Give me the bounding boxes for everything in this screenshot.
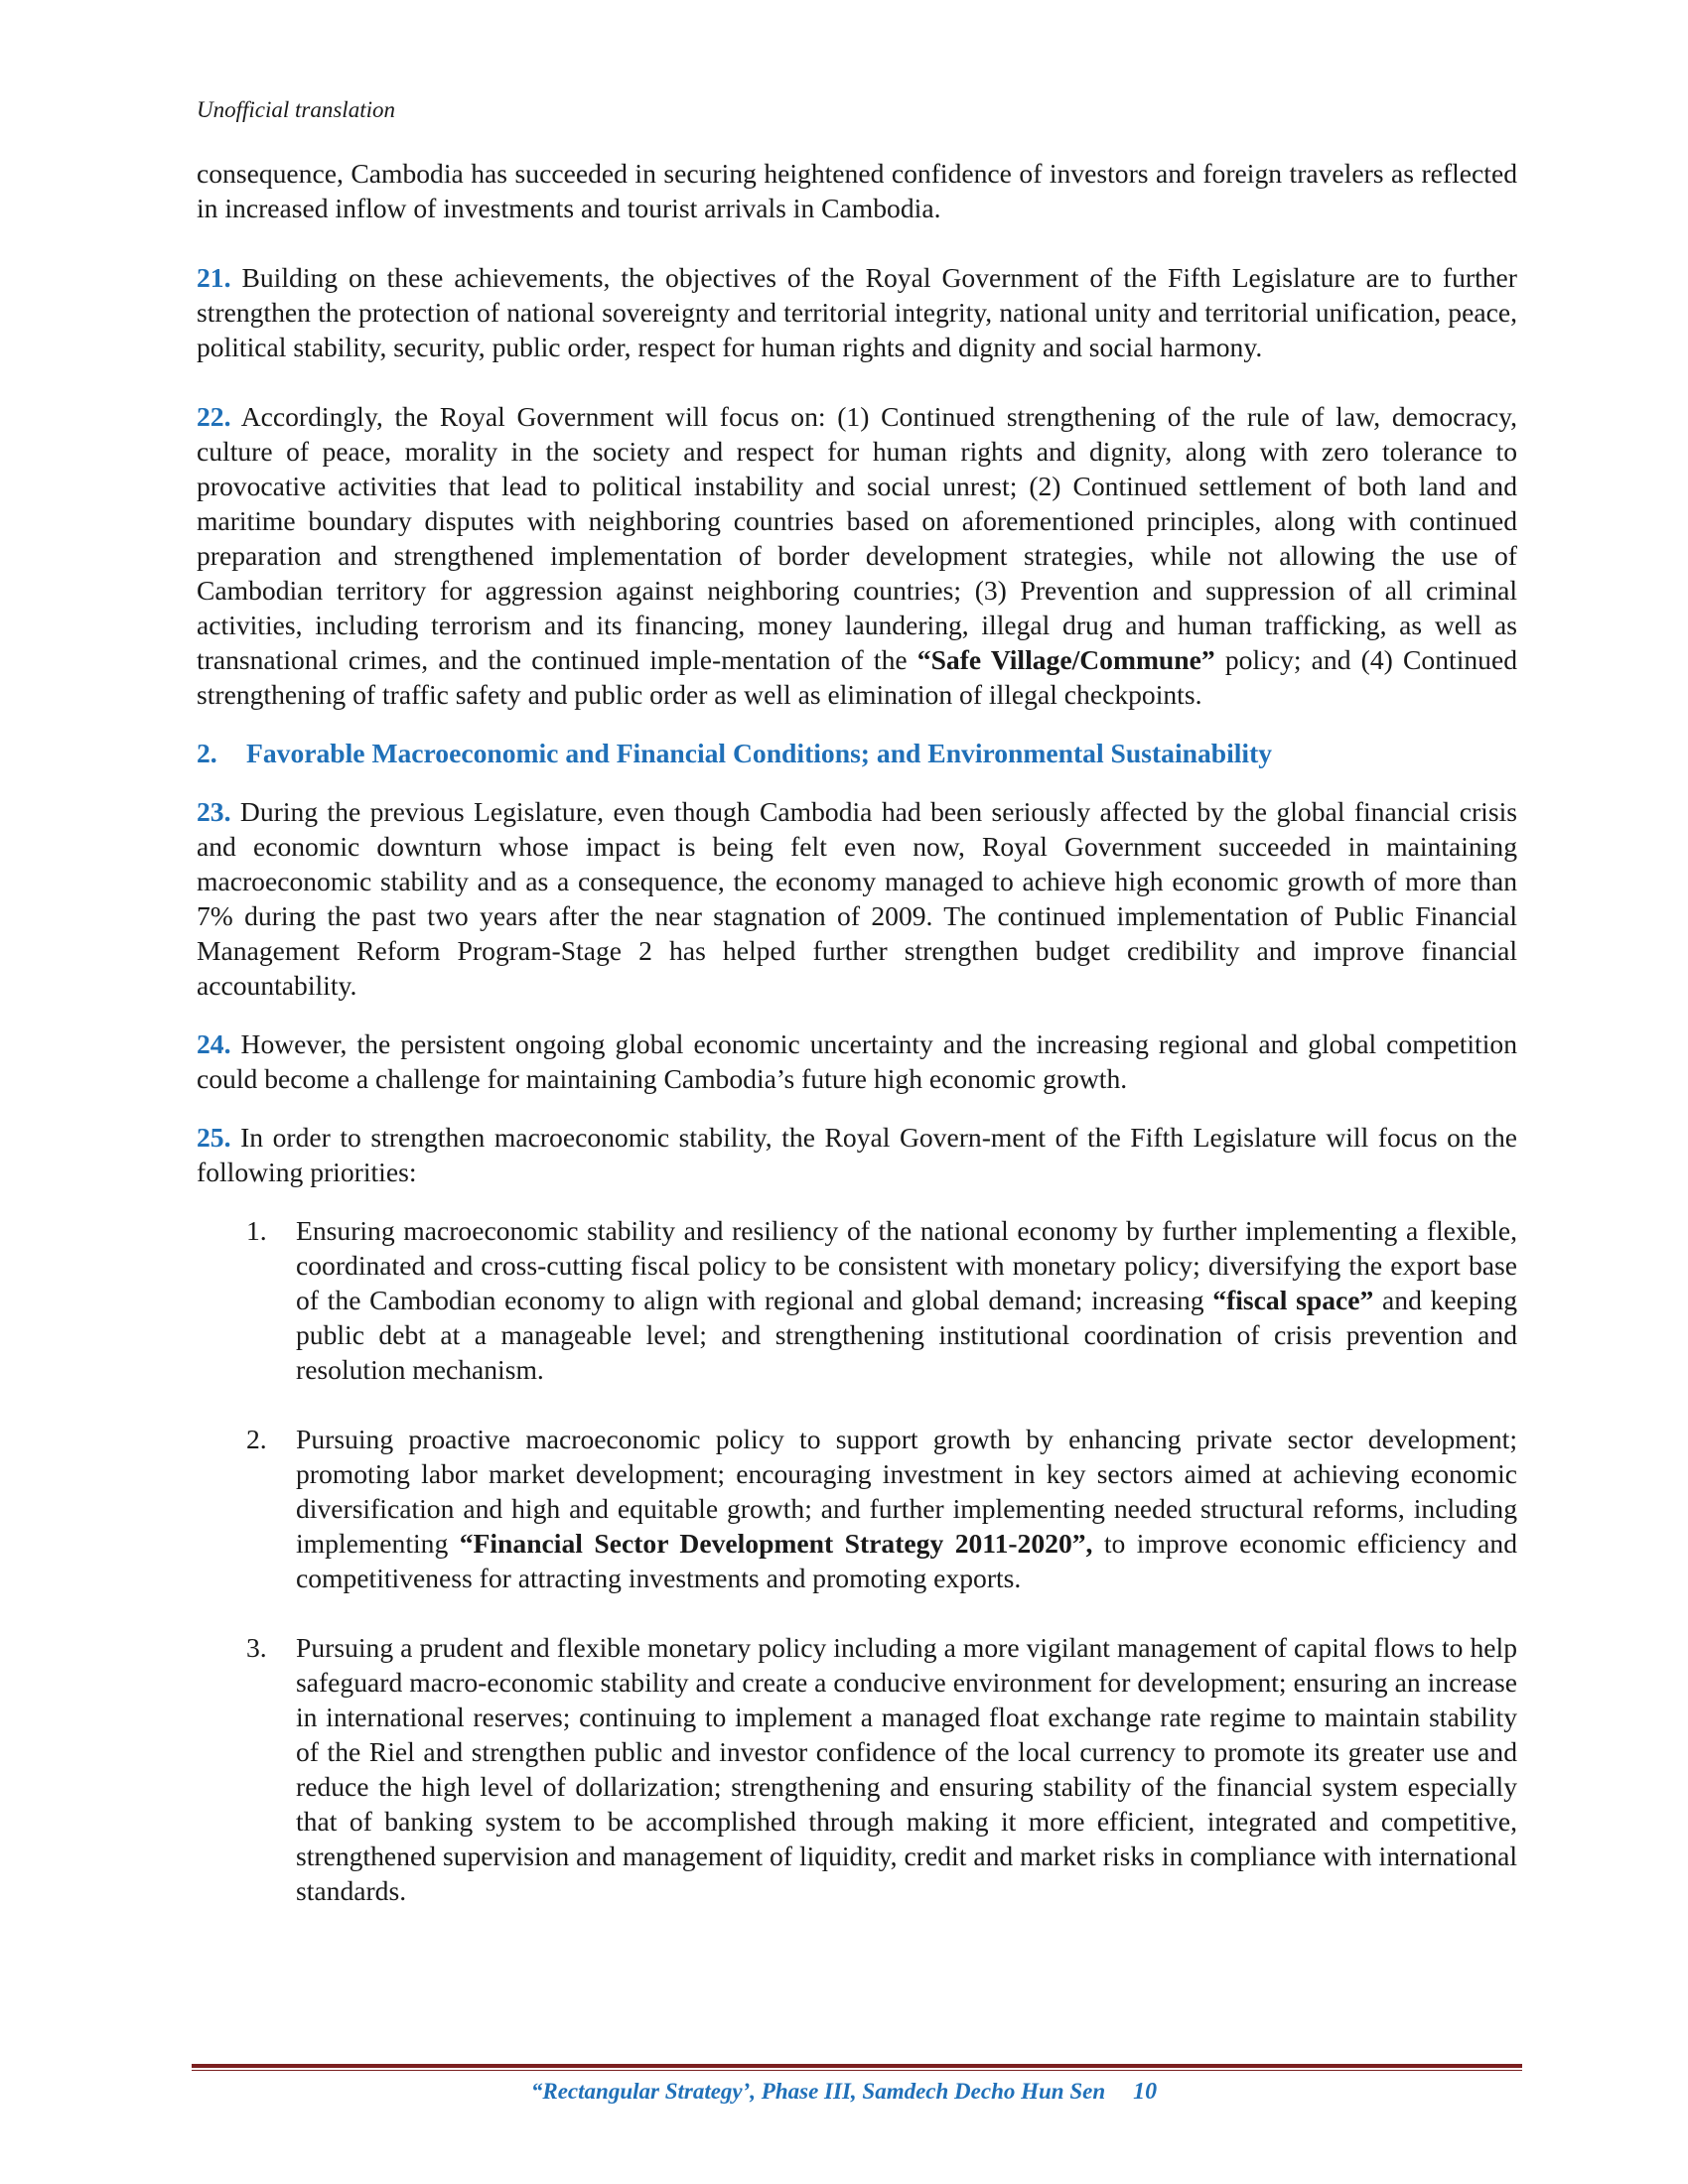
bold-term: “fiscal space” xyxy=(1212,1285,1374,1315)
paragraph-number: 21. xyxy=(197,262,231,293)
priority-list xyxy=(197,1213,1517,1908)
paragraph-text: Building on these achievements, the objectives of the Royal Government of the Fifth Legislature are to further strengthen the protection of national sovereignty and territorial integrity, national unity and territorial unification, peace, political stability, security, public order, respect for human rights and dignity and social harmony. xyxy=(197,262,1517,362)
section-title: Favorable Macroeconomic and Financial Conditions; and Environmental Sustainability xyxy=(246,738,1273,768)
list-item-text-part: Pursuing a prudent and flexible monetary policy including a more vigilant management of capital flows to help safeguard macro-economic stability and create a conducive environment for development; ensuring an increase in international reserves; continuing to implement a managed float exchange rate regime to maintain stability of the Riel and strengthen public and investor confidence of the local currency to promote its greater use and reduce the high level of dollarization; strengthening and ensuring stability of the financial system especially that of banking system to be accomplished through making it more efficient, integrated and competitive, strengthened supervision and management of liquidity, credit and market risks in compliance with international standards. xyxy=(296,1632,1517,1906)
footer-text: “Rectangular Strategy’, Phase III, Samdech Decho Hun Sen xyxy=(530,2079,1106,2104)
page-header: Unofficial translation xyxy=(197,97,395,122)
list-item-text xyxy=(296,1213,1517,1387)
list-item-text xyxy=(296,1422,1517,1595)
paragraph-continuation: consequence, Cambodia has succeeded in securing heightened confidence of investors and foreign travelers as reflected in increased inflow of investments and tourist arrivals in Cambodia. xyxy=(197,158,1517,223)
bold-term: “Safe Village/Commune” xyxy=(916,644,1215,675)
section-heading xyxy=(197,736,1517,770)
list-item-text xyxy=(296,1630,1517,1908)
page-content xyxy=(197,156,1517,1908)
paragraph-text: policy; and (4) Continued strengthening of traffic safety and public order as well as elimination of illegal checkpoints. xyxy=(197,644,1517,710)
paragraph-number: 25. xyxy=(197,1122,231,1153)
paragraph-text: During the previous Legislature, even though Cambodia had been seriously affected by the global financial crisis and economic downturn whose impact is being felt even now, Royal Government succeeded in maintaining macroeconomic stability and as a consequence, the economy managed to achieve high economic growth of more than 7% during the past two years after the near stagnation of 2009. The continued implementation of Public Financial Management Reform Program-Stage 2 has helped further strengthen budget credibility and improve financial accountability. xyxy=(197,796,1517,1001)
list-item-text-part: Ensuring macroeconomic stability and resiliency of the national economy by further implementing a flexible, coordinated and cross-cutting fiscal policy to be consistent with monetary policy; diversifying the export base of the Cambodian economy to align with regional and global demand; increasing xyxy=(296,1215,1517,1315)
page-number: 10 xyxy=(1133,2079,1158,2105)
paragraph-24 xyxy=(197,1026,1517,1096)
paragraph-25 xyxy=(197,1120,1517,1189)
list-item xyxy=(197,1422,1517,1595)
footer-rule-thin xyxy=(192,2070,1522,2071)
list-item-text-part: Pursuing proactive macroeconomic policy to support growth by enhancing private sector development; promoting labor market development; encouraging investment in key sectors aimed at achieving economic diversification and high and equitable growth; and further implementing needed structural reforms, including implementing xyxy=(296,1424,1517,1559)
paragraph-number: 23. xyxy=(197,796,231,827)
list-item-number: 2. xyxy=(246,1424,267,1454)
list-item-number: 3. xyxy=(246,1632,267,1663)
paragraph-text: Accordingly, the Royal Government will focus on: (1) Continued strengthening of the rule of law, democracy, culture of peace, morality in the society and respect for human rights and dignity, along with zero tolerance to provocative activities that lead to political instability and social unrest; (2) Continued settlement of both land and maritime boundary disputes with neighboring countries based on aforementioned principles, along with continued preparation and strengthened implementation of border development strategies, while not allowing the use of Cambodian territory for aggression against neighboring countries; (3) Prevention and suppression of all criminal activities, including terrorism and its financing, money laundering, illegal drug and human trafficking, as well as transnational crimes, and the continued imple-mentation of the xyxy=(197,401,1517,675)
paragraph-23 xyxy=(197,794,1517,1003)
bold-term: “Financial Sector Development Strategy 2011-2020”, xyxy=(459,1528,1093,1559)
paragraph-text: In order to strengthen macroeconomic stability, the Royal Govern-ment of the Fifth Legislature will focus on the following priorities: xyxy=(197,1122,1517,1187)
paragraph-number: 22. xyxy=(197,401,231,432)
footer-rule xyxy=(192,2064,1522,2068)
paragraph-21 xyxy=(197,260,1517,364)
page-footer xyxy=(0,2079,1688,2106)
list-item-text-part: to improve economic efficiency and competitiveness for attracting investments and promoting exports. xyxy=(296,1528,1517,1593)
list-item-number: 1. xyxy=(246,1215,267,1246)
paragraph-number: 24. xyxy=(197,1028,231,1059)
list-item-text-part: and keeping public debt at a manageable level; and strengthening institutional coordination of crisis prevention and resolution mechanism. xyxy=(296,1285,1517,1385)
list-item xyxy=(197,1213,1517,1387)
list-item xyxy=(197,1630,1517,1908)
section-number: 2. xyxy=(197,738,217,768)
paragraph-text: However, the persistent ongoing global economic uncertainty and the increasing regional and global competition could become a challenge for maintaining Cambodia’s future high economic growth. xyxy=(197,1028,1517,1094)
paragraph-22 xyxy=(197,399,1517,712)
